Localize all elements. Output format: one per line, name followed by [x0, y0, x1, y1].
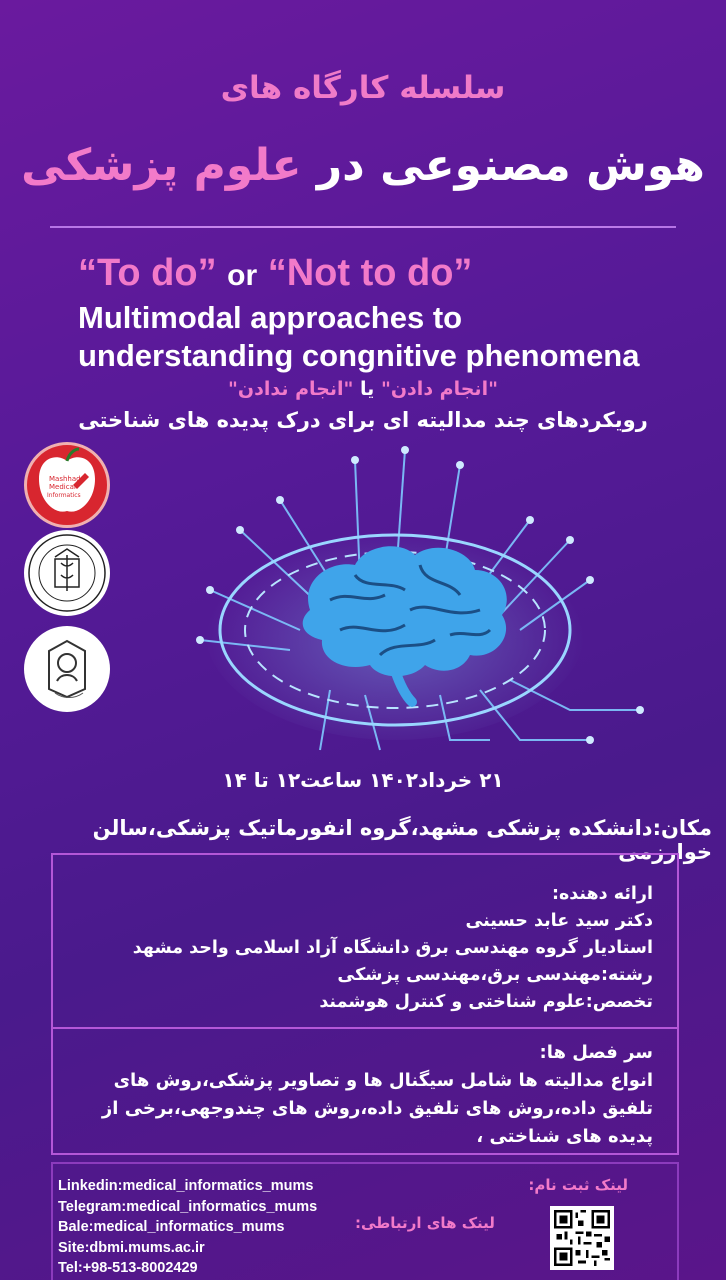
registration-qr-code[interactable] [550, 1206, 614, 1270]
telegram-link[interactable]: Telegram:medical_informatics_mums [58, 1198, 318, 1215]
phone-number[interactable]: Tel:+98-513-8002429 [58, 1260, 198, 1276]
english-line-3: understanding congnitive phenomena [78, 338, 640, 373]
qr-code-icon [554, 1210, 610, 1266]
persian-quote-1: "انجام دادن" [380, 378, 498, 400]
english-quote-2: “Not to do” [267, 252, 473, 294]
series-label: سلسله کارگاه های [220, 70, 506, 106]
presenter-box [51, 853, 679, 1029]
persian-quote-2: "انجام ندادن" [228, 378, 354, 400]
presenter-position: استادیار گروه مهندسی برق دانشگاه آزاد اسلامی واحد مشهد [132, 938, 653, 958]
topics-line-1: انواع مدالیته ها شامل سیگنال ها و تصاویر پزشکی،روش های [113, 1070, 653, 1091]
main-title-part1: هوش مصنوعی در [316, 140, 705, 191]
persian-subtitle-2: رویکردهای چند مدالیته ای برای درک پدیده های شناختی [78, 408, 648, 432]
persian-subtitle-1 [0, 378, 726, 400]
english-title [78, 250, 718, 375]
registration-link-label: لینک ثبت نام: [528, 1176, 628, 1194]
mums-logo [24, 530, 110, 616]
presenter-specialty: تخصص:علوم شناختی و کنترل هوشمند [319, 992, 653, 1012]
informatics-association-logo [24, 626, 110, 712]
main-title-part2: علوم پزشکی [21, 140, 302, 191]
university-seal-icon [25, 531, 109, 615]
linkedin-link[interactable]: Linkedin:medical_informatics_mums [58, 1178, 314, 1194]
contact-list [58, 1176, 317, 1279]
svg-text:Medical: Medical [49, 483, 76, 491]
svg-text:Mashhad: Mashhad [49, 475, 81, 483]
presenter-heading: ارائه دهنده: [551, 884, 653, 904]
main-title [0, 140, 726, 191]
apple-pen-icon [27, 445, 107, 525]
event-venue: مکان:دانشکده پزشکی مشهد،گروه انفورماتیک پزشکی،سالن خوارزمی [92, 816, 712, 864]
topics-line-3: پدیده های شناختی ، [476, 1126, 653, 1147]
english-quote-1: “To do” [78, 252, 217, 294]
svg-text:Informatics: Informatics [47, 492, 81, 499]
bale-link[interactable]: Bale:medical_informatics_mums [58, 1219, 285, 1235]
topics-box [51, 1027, 679, 1155]
site-link[interactable]: Site:dbmi.mums.ac.ir [58, 1239, 205, 1256]
event-date-time: ۲۱ خرداد۱۴۰۲ ساعت۱۲ تا ۱۴ [222, 768, 504, 792]
contact-links-label: لینک های ارتباطی: [355, 1214, 495, 1232]
association-emblem-icon [25, 627, 109, 711]
persian-connector: یا [360, 378, 375, 400]
medical-informatics-logo [24, 442, 110, 528]
topics-heading: سر فصل ها: [539, 1042, 653, 1063]
presenter-name: دکتر سید عابد حسینی [465, 911, 653, 931]
english-line-2: Multimodal approaches to [78, 300, 463, 335]
topics-line-2: تلفیق داده،روش های تلفیق داده،روش های چندوجهی،برخی از [101, 1098, 653, 1119]
title-divider [50, 226, 676, 228]
brain-circuit-illustration [150, 440, 670, 760]
presenter-field: رشته:مهندسی برق،مهندسی پزشکی [337, 965, 653, 985]
english-connector: or [227, 259, 258, 292]
